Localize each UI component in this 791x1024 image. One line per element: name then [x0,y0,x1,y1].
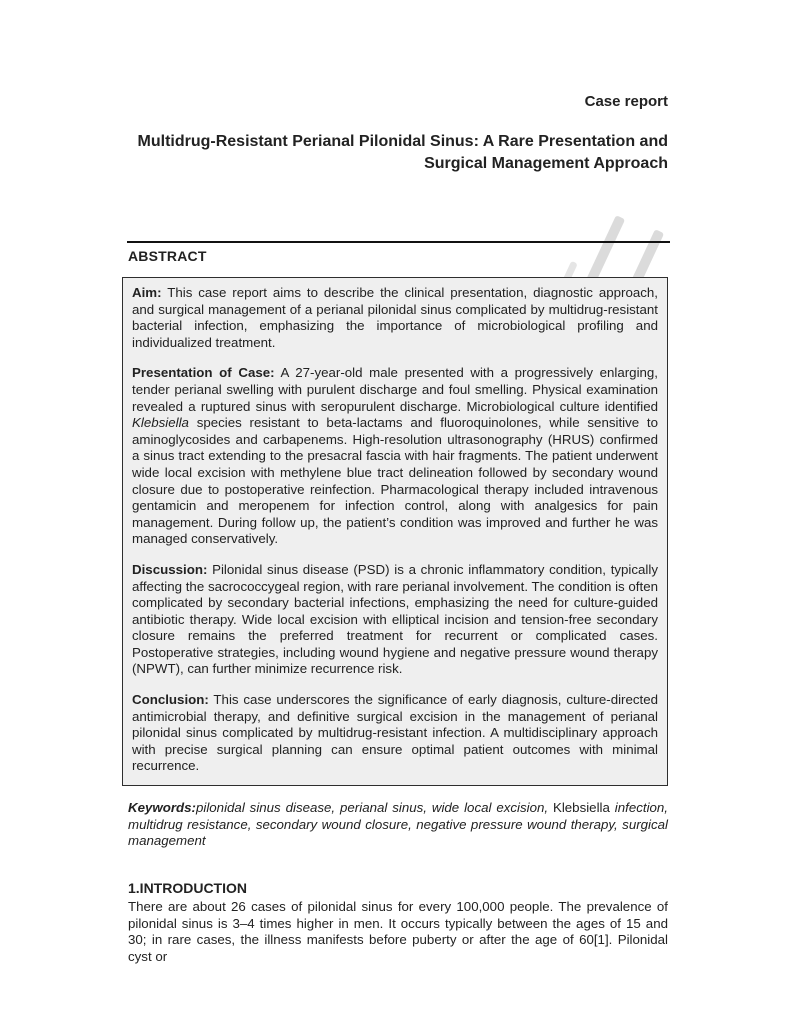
conclusion-text: This case underscores the significance of early diagnosis, culture-directed antimicrobial therapy, and definitive surgical excision in the management of perianal pilonidal sinus complicated by multidrug-resistant infection. A multidisciplinary approach with precise surgical planning can ensure optimal patient outcomes with minimal recurrence. [132,692,658,774]
keywords-italic-part2: infection, multidrug resistance, secondary wound closure, negative pressure wound therapy, surgical management [128,800,669,849]
article-title [128,131,668,175]
aim-text: This case report aims to describe the clinical presentation, diagnostic approach, and surgical management of a perianal pilonidal sinus complicated by multidrug-resistant bacterial infection, emphasizing the importance of microbiological profiling and individualized treatment. [132,285,658,350]
case-text-before: A 27-year-old male presented with a progressively enlarging, tender perianal swelling with purulent discharge and foul smelling. Physical examination revealed a ruptured sinus with seropurulent discharge. Microbiological culture identified [132,365,659,414]
abstract-box [122,277,668,786]
introduction-paragraph: There are about 26 cases of pilonidal sinus for every 100,000 people. The prevalence of pilonidal sinus is 3–4 times higher in men. It occurs typically between the ages of 15 and 30; in rare cases, the illness manifests before puberty or after the age of 60[1]. Pilonidal cyst or [128,898,668,965]
aim-label: Aim: [132,285,162,300]
abstract-conclusion-paragraph [132,692,658,775]
keywords-paragraph [128,800,668,850]
article-title-line1: Multidrug-Resistant Perianal Pilonidal Sinus: A Rare Presentation and [137,133,668,150]
case-text-after: species resistant to beta-lactams and fluoroquinolones, while sensitive to aminoglycosides and carbapenems. High-resolution ultrasonography (HRUS) confirmed a sinus tract extending to the presacral fascia with hair fragments. The patient underwent wide local excision with methylene blue tract delineation followed by secondary wound closure due to postoperative reinfection. Pharmacological therapy included intravenous gentamicin and meropenem for infection control, along with analgesics for pain management. During follow up, the patient’s condition was improved and further he was managed conservatively. [132,415,658,547]
document-content [0,93,791,966]
section-divider-line [127,241,670,243]
discussion-label: Discussion: [132,561,208,577]
abstract-discussion-paragraph [132,562,658,678]
conclusion-label: Conclusion: [132,692,209,708]
discussion-text: Pilonidal sinus disease (PSD) is a chronic inflammatory condition, typically affecting the sacrococcygeal region, with rare perianal involvement. The condition is often complicated by secondary bacterial infections, emphasizing the need for culture-guided antibiotic therapy. Wide local excision with elliptical incision and tension-free secondary closure remains the preferred treatment for recurrent or complicated cases. Postoperative strategies, including wound hygiene and negative pressure wound therapy (NPWT), can further minimize recurrence risk. [132,561,658,677]
keywords-italic-part1: pilonidal sinus disease, perianal sinus, wide local excision, [195,800,553,816]
keywords-label: Keywords: [128,800,196,816]
article-type-label: Case report [584,93,668,110]
abstract-case-paragraph [132,365,658,548]
abstract-aim-paragraph [132,285,658,351]
abstract-heading: ABSTRACT [128,248,207,264]
keywords-roman-term: Klebsiella [552,800,610,816]
article-title-line2: Surgical Management Approach [424,155,668,172]
introduction-heading: 1.INTRODUCTION [128,879,247,896]
case-label: Presentation of Case: [132,365,275,381]
case-italic-term: Klebsiella [132,415,189,431]
